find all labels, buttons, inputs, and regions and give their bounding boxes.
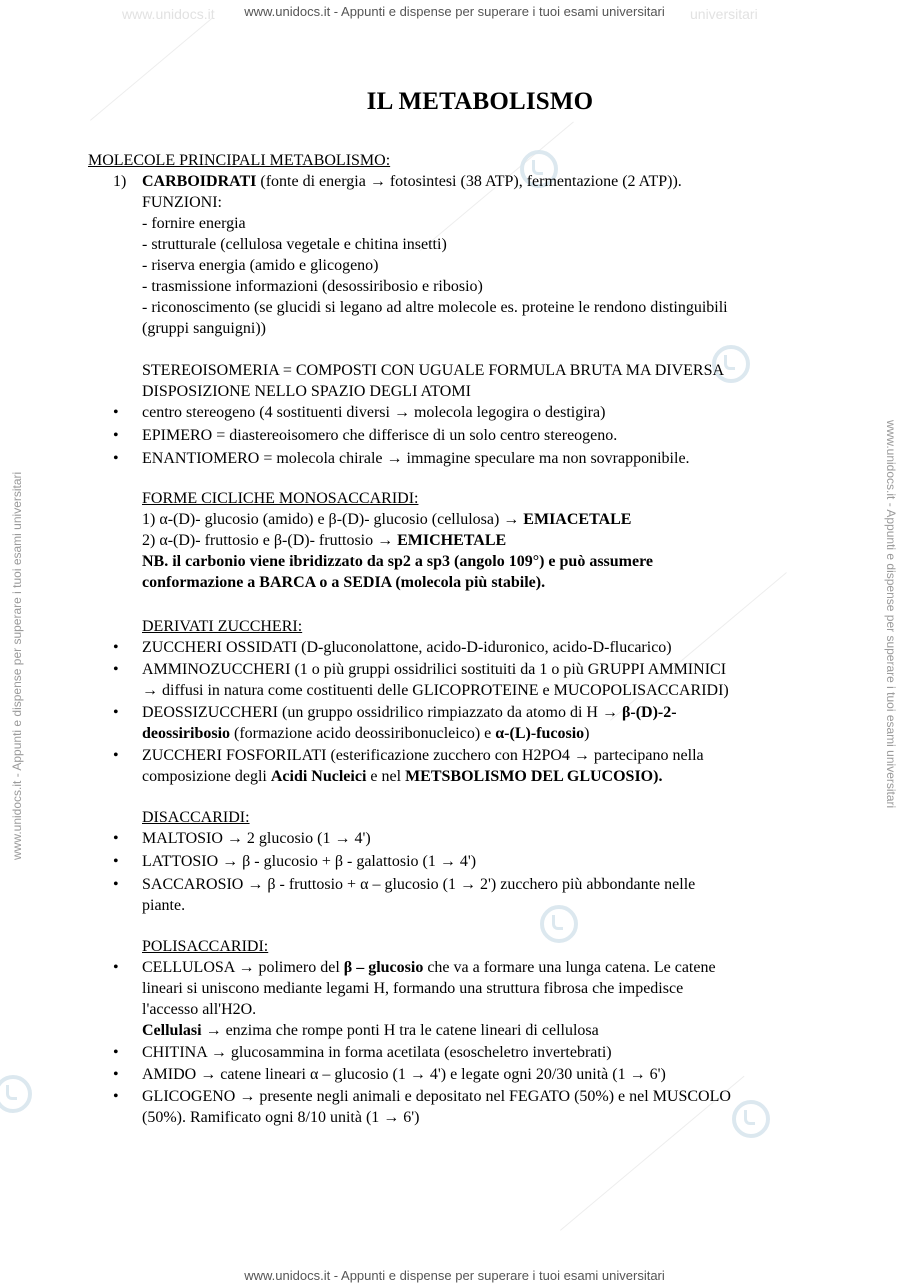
carboidrati-term: CARBOIDRATI	[142, 173, 257, 190]
bullet-item: • SACCAROSIO → β - fruttosio + α – glucosio (1 → 2') zucchero più abbondante nelle	[88, 874, 828, 895]
bullet-text: )	[584, 725, 590, 742]
bullet-continuation: lineari si uniscono mediante legami H, formando una struttura fibrosa che impedisce	[142, 980, 684, 997]
bullet-text: CELLULOSA → polimero del	[142, 959, 344, 976]
bullet-item: • AMMINOZUCCHERI (1 o più gruppi ossidrilici sostituiti da 1 o più GRUPPI AMMINICI	[88, 659, 828, 680]
watermark-ghost-right: universitari	[690, 6, 758, 22]
bullet-item: • centro stereogeno (4 sostituenti diversi → molecola legogira o destigira)	[88, 402, 828, 423]
bullet-continuation: (50%). Ramificato ogni 8/10 unità (1 → 6')	[142, 1109, 420, 1126]
bullet-item: • MALTOSIO → 2 glucosio (1 → 4')	[88, 828, 828, 849]
bullet-item: • LATTOSIO → β - glucosio + β - galattosio (1 → 4')	[88, 851, 828, 872]
funzioni-item: - riserva energia (amido e glicogeno)	[142, 257, 379, 274]
funzioni-item: - riconoscimento (se glucidi si legano ad altre molecole es. proteine le rendono distinguibili	[142, 299, 728, 316]
bullet-item: • EPIMERO = diastereoisomero che differisce di un solo centro stereogeno.	[88, 425, 828, 446]
forme-bold: EMIACETALE	[523, 511, 632, 528]
bullet-item: • AMIDO → catene lineari α – glucosio (1 → 4') e legate ogni 20/30 unità (1 → 6')	[88, 1064, 828, 1085]
watermark-footer: www.unidocs.it - Appunti e dispense per superare i tuoi esami universitari	[244, 1268, 665, 1283]
watermark-side-left: www.unidocs.it - Appunti e dispense per superare i tuoi esami universitari	[10, 471, 24, 860]
bullet-continuation	[88, 766, 828, 787]
section-heading: MOLECOLE PRINCIPALI METABOLISMO:	[88, 152, 391, 169]
bullet-text: composizione degli	[142, 768, 271, 785]
forme-line	[88, 530, 828, 551]
forme-line	[88, 509, 828, 530]
bullet-continuation: → diffusi in natura come costituenti delle GLICOPROTEINE e MUCOPOLISACCARIDI)	[142, 682, 729, 699]
bullet-continuation	[88, 1020, 828, 1041]
bullet-bold: α-(L)-fucosio	[495, 725, 585, 742]
bullet-bold: β – glucosio	[343, 959, 424, 976]
bullet-continuation	[88, 723, 828, 744]
bullet-item: • GLICOGENO → presente negli animali e depositato nel FEGATO (50%) e nel MUSCOLO	[88, 1086, 828, 1107]
bullet-continuation: l'accesso all'H2O.	[142, 1001, 257, 1018]
section-heading: DERIVATI ZUCCHERI:	[142, 618, 303, 635]
funzioni-item: - trasmissione informazioni (desossiribosio e ribosio)	[142, 278, 483, 295]
forme-text: 1) α-(D)- glucosio (amido) e β-(D)- glucosio (cellulosa) →	[142, 511, 524, 528]
bullet-item	[88, 957, 828, 978]
bullet-item: • ZUCCHERI FOSFORILATI (esterificazione zucchero con H2PO4 → partecipano nella	[88, 745, 828, 766]
nb-note	[88, 572, 828, 593]
bullet-item	[88, 702, 828, 723]
bullet-text: DEOSSIZUCCHERI (un gruppo ossidrilico rimpiazzato da atomo di H →	[142, 704, 622, 721]
funzioni-item: - strutturale (cellulosa vegetale e chitina insetti)	[142, 236, 447, 253]
bullet-bold: β-(D)-2-	[621, 704, 677, 721]
item-number: 1)	[113, 173, 127, 190]
watermark-header: www.unidocs.it - Appunti e dispense per superare i tuoi esami universitari	[244, 4, 665, 19]
funzioni-item: - fornire energia	[142, 215, 246, 232]
funzioni-label: FUNZIONI:	[142, 194, 222, 211]
section-heading: POLISACCARIDI:	[142, 938, 269, 955]
forme-bold: EMICHETALE	[397, 532, 507, 549]
page-title: IL METABOLISMO	[366, 88, 594, 115]
bullet-bold: deossiribosio	[142, 725, 231, 742]
numbered-item	[88, 171, 828, 192]
carboidrati-text: (fonte di energia → fotosintesi (38 ATP), fermentazione (2 ATP)).	[256, 173, 682, 190]
watermark-ghost-left: www.unidocs.it	[122, 6, 215, 22]
bullet-text: (formazione acido deossiribonucleico) e	[230, 725, 496, 742]
bullet-text: e nel	[366, 768, 406, 785]
section-heading: FORME CICLICHE MONOSACCARIDI:	[142, 490, 419, 507]
stereo-definition: STEREOISOMERIA = COMPOSTI CON UGUALE FORMULA BRUTA MA DIVERSA	[142, 362, 725, 379]
bullet-item: • ZUCCHERI OSSIDATI (D-gluconolattone, acido-D-iduronico, acido-D-flucarico)	[88, 637, 828, 658]
watermark-side-right: www.unidocs.it - Appunti e dispense per superare i tuoi esami universitari	[884, 420, 898, 809]
bullet-text: che va a formare una lunga catena. Le catene	[423, 959, 716, 976]
stereo-definition: DISPOSIZIONE NELLO SPAZIO DEGLI ATOMI	[142, 383, 471, 400]
unidocs-logo-icon	[0, 1075, 32, 1113]
document-body	[88, 150, 828, 1128]
bullet-item: • ENANTIOMERO = molecola chirale → immagine speculare ma non sovrapponibile.	[88, 448, 828, 469]
bullet-bold: Cellulasi	[142, 1022, 202, 1039]
forme-text: 2) α-(D)- fruttosio e β-(D)- fruttosio →	[142, 532, 398, 549]
bullet-text: → enzima che rompe ponti H tra le catene lineari di cellulosa	[201, 1022, 599, 1039]
bullet-continuation: piante.	[142, 897, 186, 914]
nb-text: conformazione a BARCA o a SEDIA (molecola più stabile).	[142, 574, 546, 591]
funzioni-item: (gruppi sanguigni))	[142, 320, 266, 337]
nb-text: NB. il carbonio viene ibridizzato da sp2 a sp3 (angolo 109°) e può assumere	[142, 553, 654, 570]
bullet-bold: METSBOLISMO DEL GLUCOSIO).	[405, 768, 663, 785]
section-heading: DISACCARIDI:	[142, 809, 250, 826]
bullet-item: • CHITINA → glucosammina in forma acetilata (esoscheletro invertebrati)	[88, 1042, 828, 1063]
bullet-bold: Acidi Nucleici	[270, 768, 367, 785]
nb-note	[88, 551, 828, 572]
